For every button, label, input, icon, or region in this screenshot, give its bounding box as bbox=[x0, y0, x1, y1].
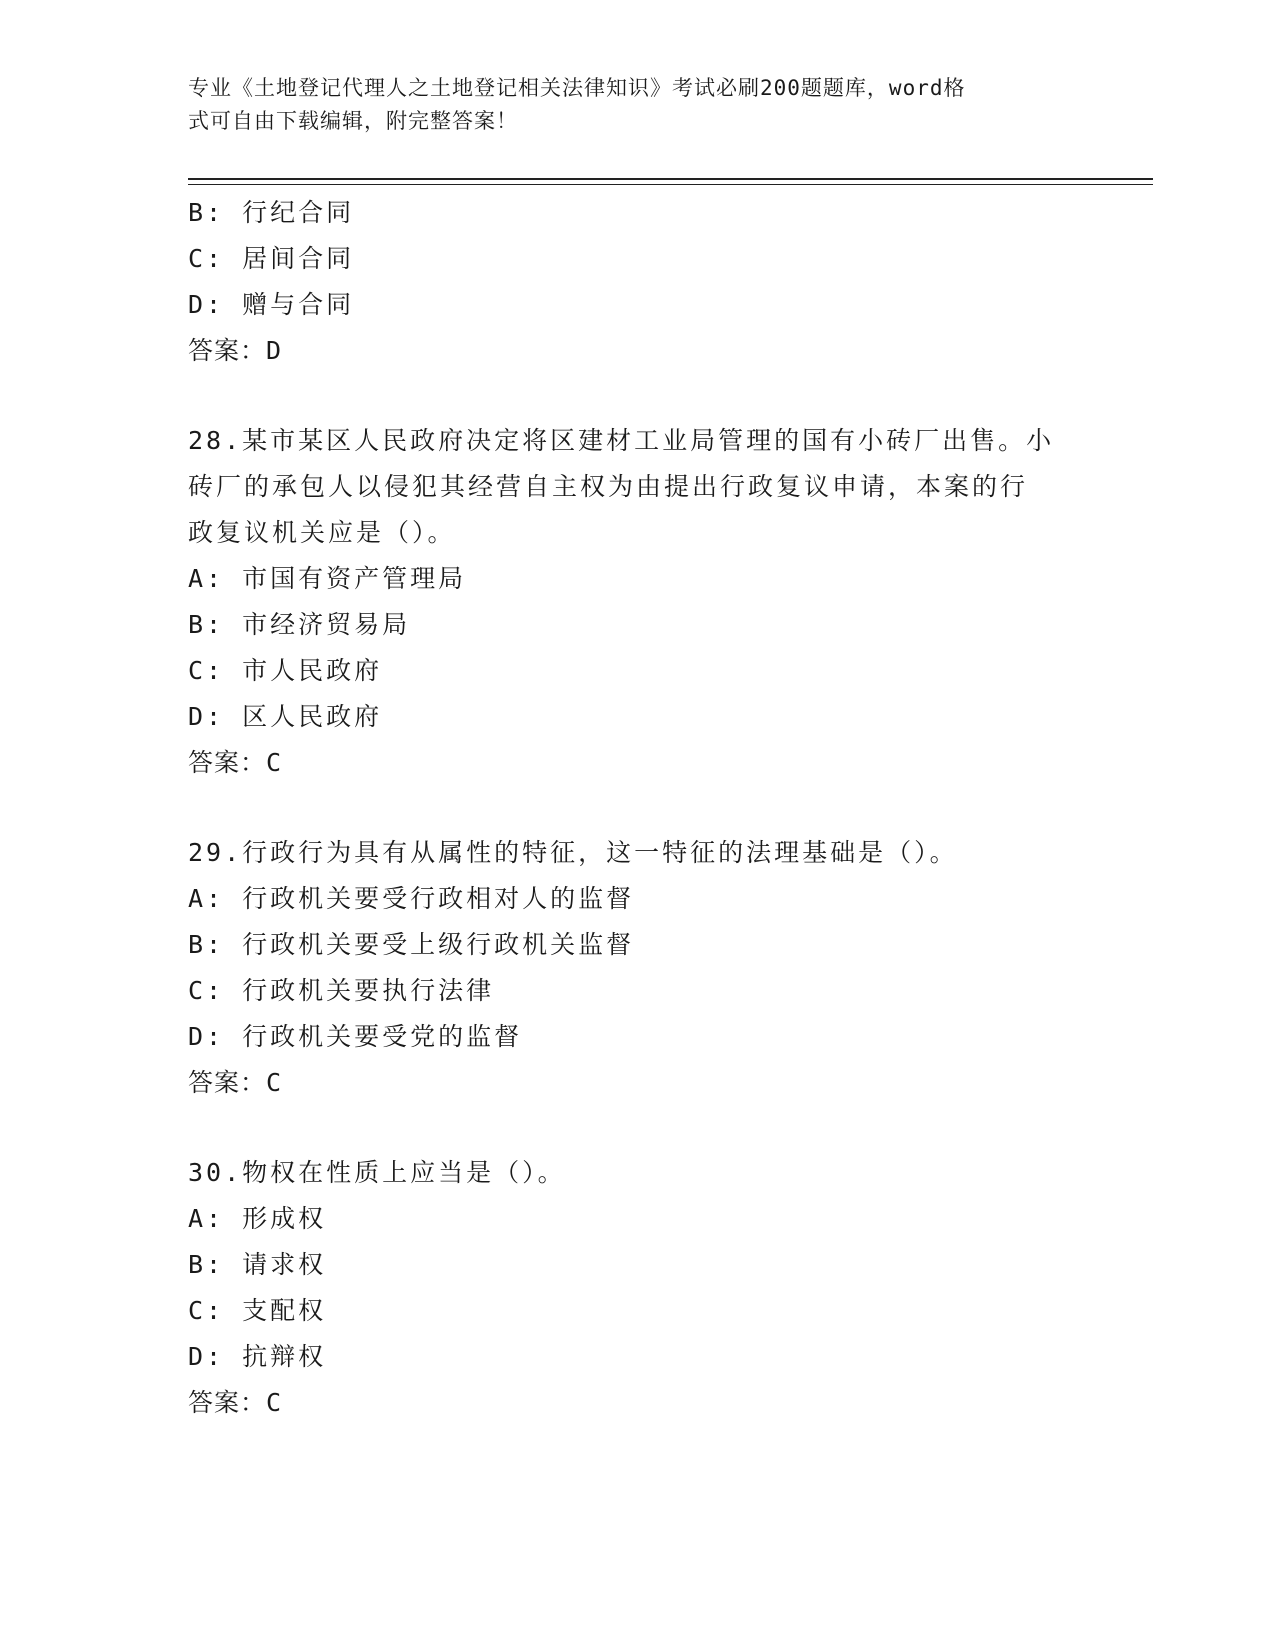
option-d: D: 抗辩权 bbox=[188, 1342, 327, 1371]
option-d: D: 区人民政府 bbox=[188, 702, 383, 731]
question-stem: 政复议机关应是（）。 bbox=[188, 518, 456, 547]
option-b: B: 请求权 bbox=[188, 1250, 327, 1279]
option-c: C: 居间合同 bbox=[188, 244, 355, 273]
question-stem: 29.行政行为具有从属性的特征，这一特征的法理基础是（）。 bbox=[188, 838, 958, 867]
option-b: B: 行政机关要受上级行政机关监督 bbox=[188, 930, 635, 959]
question-list bbox=[188, 190, 1088, 1426]
option-d: D: 赠与合同 bbox=[188, 290, 355, 319]
spacer bbox=[188, 374, 1088, 418]
option-d: D: 行政机关要受党的监督 bbox=[188, 1022, 523, 1051]
option-b: B: 行纪合同 bbox=[188, 198, 355, 227]
option-a: A: 行政机关要受行政相对人的监督 bbox=[188, 884, 635, 913]
answer-line: 答案：C bbox=[188, 1068, 283, 1097]
option-c: C: 行政机关要执行法律 bbox=[188, 976, 495, 1005]
header-line-1: 专业《土地登记代理人之土地登记相关法律知识》考试必刷200题题库，word格 bbox=[188, 76, 966, 100]
question-28 bbox=[188, 418, 1088, 786]
header-divider-thin bbox=[188, 184, 1153, 185]
question-stem: 30.物权在性质上应当是（）。 bbox=[188, 1158, 566, 1187]
option-a: A: 形成权 bbox=[188, 1204, 327, 1233]
option-c: C: 市人民政府 bbox=[188, 656, 383, 685]
spacer bbox=[188, 786, 1088, 830]
header-divider-thick bbox=[188, 178, 1153, 180]
question-30 bbox=[188, 1150, 1088, 1426]
answer-line: 答案：C bbox=[188, 748, 283, 777]
header-line-2: 式可自由下载编辑，附完整答案！ bbox=[188, 109, 518, 133]
answer-line: 答案：C bbox=[188, 1388, 283, 1417]
document-header bbox=[188, 72, 1068, 138]
previous-question-tail bbox=[188, 190, 1088, 374]
question-stem: 砖厂的承包人以侵犯其经营自主权为由提出行政复议申请，本案的行 bbox=[188, 472, 1029, 501]
option-c: C: 支配权 bbox=[188, 1296, 327, 1325]
option-b: B: 市经济贸易局 bbox=[188, 610, 411, 639]
question-stem: 28.某市某区人民政府决定将区建材工业局管理的国有小砖厂出售。小 bbox=[188, 426, 1055, 455]
question-29 bbox=[188, 830, 1088, 1106]
answer-line: 答案：D bbox=[188, 336, 283, 365]
spacer bbox=[188, 1106, 1088, 1150]
option-a: A: 市国有资产管理局 bbox=[188, 564, 467, 593]
